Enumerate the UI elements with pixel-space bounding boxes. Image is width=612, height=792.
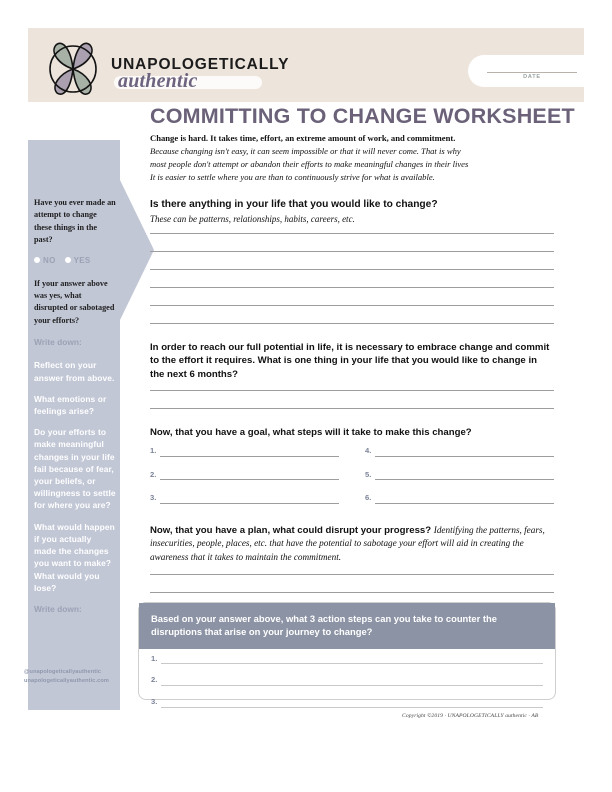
action-step-number: 2. <box>151 675 158 685</box>
page-title: COMMITTING TO CHANGE WORKSHEET <box>150 104 575 128</box>
question-4-answer-lines[interactable] <box>150 574 554 593</box>
action-steps-body <box>139 649 555 708</box>
action-step-row[interactable] <box>151 676 543 686</box>
date-field[interactable] <box>468 55 584 87</box>
sidebar-content <box>34 197 116 624</box>
question-4-bold: Now, that you have a plan, what could disrupt your progress? <box>150 524 432 536</box>
radio-dot-icon <box>34 257 40 263</box>
copyright-notice: Copyright ©2019 · UNAPOLOGETICALLY authentic · AB <box>402 713 539 719</box>
step-number: 2. <box>150 469 157 479</box>
sidebar-prompt-1: Have you ever made an attempt to change these things in the past? <box>34 198 116 245</box>
radio-dot-icon <box>65 257 71 263</box>
sidebar-prompt-2: If your answer above was yes, what disrupted or sabotaged your efforts? <box>34 278 115 325</box>
action-step-number: 1. <box>151 653 158 663</box>
date-rule <box>487 72 577 73</box>
step-row[interactable] <box>150 471 339 481</box>
step-row[interactable] <box>150 494 339 504</box>
main-content <box>150 132 554 610</box>
step-number: 4. <box>365 445 372 455</box>
step-line[interactable] <box>375 503 554 504</box>
action-step-line[interactable] <box>161 685 543 686</box>
answer-line[interactable] <box>150 233 554 234</box>
question-2: In order to reach our full potential in life, it is necessary to embrace change and commit to the effort it requires. What is one thing in your life that you would like to change in the next 6 months? <box>150 341 550 380</box>
step-line[interactable] <box>160 503 339 504</box>
action-step-row[interactable] <box>151 655 543 665</box>
answer-line[interactable] <box>150 287 554 288</box>
date-label: DATE <box>523 74 541 80</box>
answer-line[interactable] <box>150 305 554 306</box>
question-4-italic: Identifying the patterns, fears, insecurities, people, places, etc. that have the potential to sabotage your effort will aid in creating the awareness that it takes to maintain the commitment. <box>150 524 545 562</box>
steps-column-right <box>365 447 554 518</box>
brand-name: UNAPOLOGETICALLY <box>111 56 290 73</box>
sidebar-prompt-6: What would happen if you actually made the changes you want to make? What would you lose? <box>34 521 115 593</box>
lead-italic-line-3: It is easier to settle where you are than to continuously strive for what is available. <box>150 172 435 183</box>
step-row[interactable] <box>365 494 554 504</box>
question-1-hint: These can be patterns, relationships, habits, careers, etc. <box>150 213 355 224</box>
step-number: 6. <box>365 493 372 503</box>
radio-yes[interactable] <box>65 256 91 265</box>
step-row[interactable] <box>150 447 339 457</box>
lead-bold-text: Change is hard. It takes time, effort, an extreme amount of work, and commitment. <box>150 133 456 143</box>
answer-line[interactable] <box>150 251 554 252</box>
action-step-line[interactable] <box>161 663 543 664</box>
action-step-number: 3. <box>151 697 158 706</box>
radio-no-label: NO <box>43 255 56 265</box>
answer-line[interactable] <box>150 390 554 391</box>
website-url[interactable]: unapologeticallyauthentic.com <box>24 677 109 684</box>
step-row[interactable] <box>365 471 554 481</box>
radio-yes-label: YES <box>73 255 91 265</box>
answer-line[interactable] <box>150 574 554 575</box>
action-steps-header: Based on your answer above, what 3 action steps can you take to counter the disruptions that arise on your journey to change? <box>139 603 555 649</box>
action-steps-box <box>138 602 556 706</box>
question-1-answer-lines[interactable] <box>150 233 554 324</box>
brand-subname: authentic <box>118 70 198 92</box>
step-line[interactable] <box>160 479 339 480</box>
question-2-answer-lines[interactable] <box>150 390 554 409</box>
question-4 <box>150 524 554 565</box>
sidebar-prompt-3: Reflect on your answer from above. <box>34 360 115 383</box>
step-line[interactable] <box>160 456 339 457</box>
action-step-row[interactable] <box>151 698 543 708</box>
sidebar-writedown-1: Write down: <box>34 337 82 348</box>
answer-line[interactable] <box>150 323 554 324</box>
question-3-steps <box>150 447 554 518</box>
step-number: 3. <box>150 493 157 503</box>
question-3: Now, that you have a goal, what steps will it take to make this change? <box>150 427 472 439</box>
sidebar-footer <box>24 668 134 685</box>
butterfly-petal-logo-icon <box>42 38 104 100</box>
sidebar-writedown-2: Write down: <box>34 603 82 614</box>
step-number: 5. <box>365 469 372 479</box>
sidebar-arrow-icon <box>120 180 154 320</box>
radio-no[interactable] <box>34 256 56 265</box>
answer-line[interactable] <box>150 408 554 409</box>
social-handle[interactable]: @unapologeticallyauthentic <box>24 669 102 675</box>
sidebar-prompt-5: Do your efforts to make meaningful changes in your life fail because of fear, your beliefs, or willingness to settle for where you are? <box>34 427 116 511</box>
lead-italic-line-2: most people don't attempt or abandon their efforts to make meaningful changes in their lives <box>150 159 469 170</box>
steps-column-left <box>150 447 339 518</box>
sidebar-prompt-4: What emotions or feelings arise? <box>34 393 107 417</box>
answer-line[interactable] <box>150 269 554 270</box>
action-step-line[interactable] <box>161 707 543 708</box>
step-line[interactable] <box>375 479 554 480</box>
step-row[interactable] <box>365 447 554 457</box>
question-1: Is there anything in your life that you would like to change? <box>150 198 438 210</box>
step-line[interactable] <box>375 456 554 457</box>
step-number: 1. <box>150 445 157 455</box>
lead-italic-line-1: Because changing isn't easy, it can seem impossible or that it will never come. That is why <box>150 146 461 156</box>
answer-line[interactable] <box>150 592 554 593</box>
sidebar-radio-group[interactable] <box>34 256 116 265</box>
